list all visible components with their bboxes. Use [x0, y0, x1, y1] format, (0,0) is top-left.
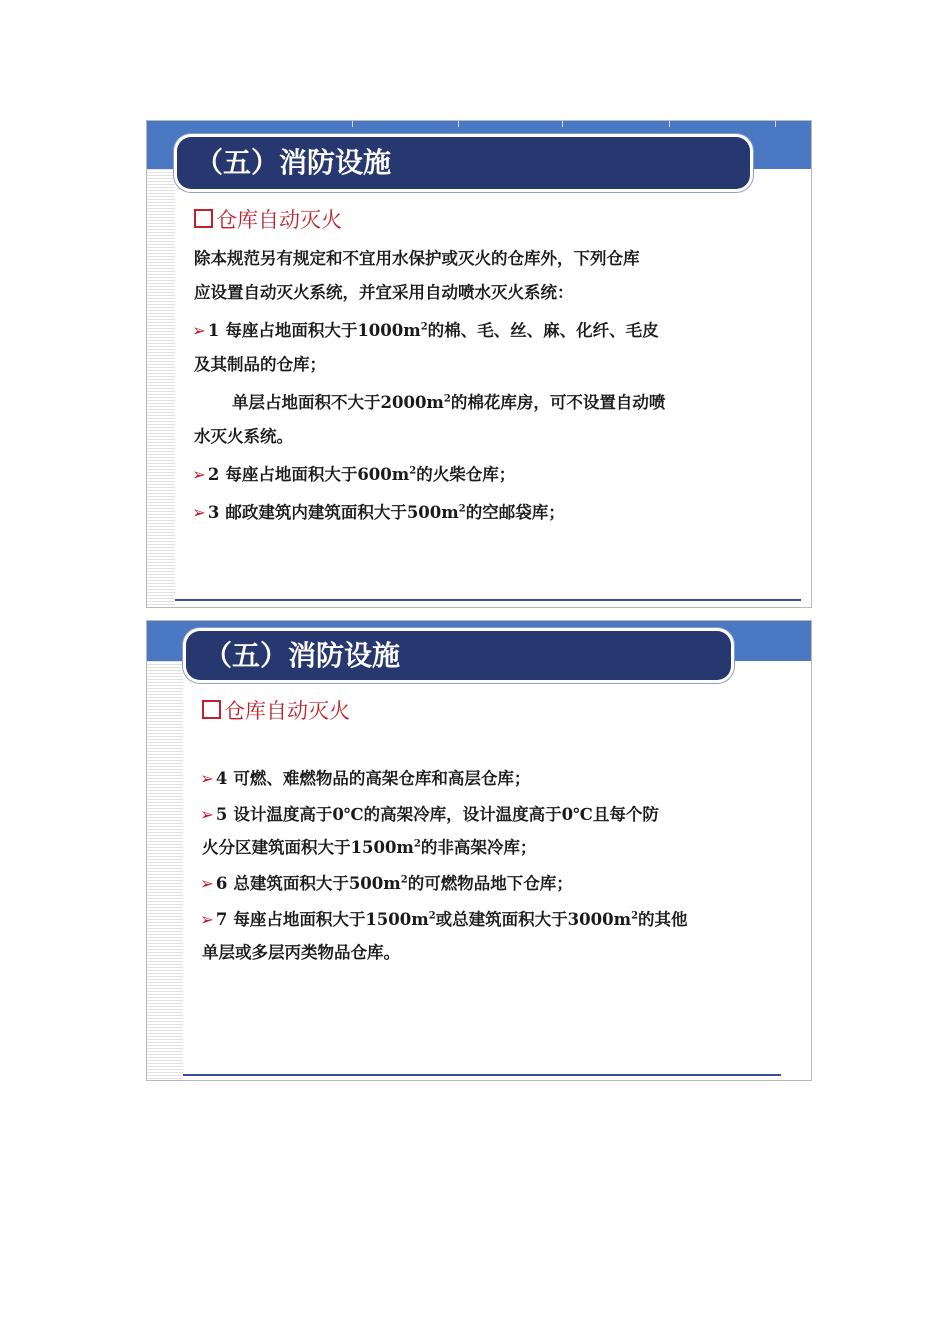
slide-title: （五）消防设施 [186, 631, 731, 680]
arrow-bullet-icon: ➢ [192, 465, 206, 484]
arrow-bullet-icon: ➢ [200, 910, 214, 929]
section-heading [194, 204, 342, 234]
list-item [200, 906, 688, 930]
band-divider [775, 121, 776, 127]
note-continuation: 水灭火系统。 [194, 427, 293, 446]
band-divider [458, 121, 459, 127]
square-outline-icon [194, 209, 213, 228]
section-heading [202, 695, 350, 725]
item-text: 每座占地面积大于$1000m^2$的棉、毛、丝、麻、化纤、毛皮 [225, 321, 659, 340]
list-item [192, 461, 515, 485]
footer-rule [175, 599, 801, 601]
band-divider [352, 121, 353, 127]
arrow-bullet-icon: ➢ [200, 805, 214, 824]
arrow-bullet-icon: ➢ [200, 874, 214, 893]
left-stripe-decoration [147, 661, 183, 1080]
band-divider [669, 121, 670, 127]
intro-line: 应设置自动灭火系统，并宜采用自动喷水灭火系统： [194, 283, 574, 302]
item-continuation: 火分区建筑面积大于$1500m^2$的非高架冷库； [202, 838, 537, 857]
item-text: 可燃、难燃物品的高架仓库和高层仓库； [233, 769, 531, 788]
slide-2 [146, 620, 812, 1081]
item-text: 设计温度高于0℃的高架冷库，设计温度高于0℃且每个防 [233, 805, 659, 824]
arrow-bullet-icon: ➢ [192, 503, 206, 522]
note-line: 单层占地面积不大于$2000m^2$的棉花库房，可不设置自动喷 [232, 393, 666, 412]
slide-title: （五）消防设施 [177, 137, 750, 189]
item-number: 7 [215, 910, 228, 929]
list-item [200, 870, 573, 894]
left-stripe-decoration [147, 169, 175, 607]
slide-1 [146, 120, 812, 608]
list-item [192, 317, 659, 341]
arrow-bullet-icon: ➢ [200, 769, 214, 788]
section-heading-text: 仓库自动灭火 [224, 699, 350, 723]
item-text: 总建筑面积大于$500m^2$的可燃物品地下仓库； [233, 874, 573, 893]
band-divider [562, 121, 563, 127]
item-text: 每座占地面积大于$600m^2$的火柴仓库； [225, 465, 516, 484]
list-item [200, 801, 659, 825]
list-item [192, 499, 565, 523]
item-continuation: 及其制品的仓库； [194, 355, 326, 374]
section-heading-text: 仓库自动灭火 [216, 208, 342, 232]
square-outline-icon [202, 700, 221, 719]
item-continuation: 单层或多层丙类物品仓库。 [202, 943, 400, 962]
item-text: 邮政建筑内建筑面积大于$500m^2$的空邮袋库； [225, 503, 565, 522]
item-number: 5 [215, 805, 228, 824]
arrow-bullet-icon: ➢ [192, 321, 206, 340]
list-item [200, 765, 530, 789]
item-number: 4 [215, 769, 228, 788]
item-number: 1 [207, 321, 220, 340]
item-text: 每座占地面积大于$1500m^2$或总建筑面积大于$3000m^2$的其他 [233, 910, 688, 929]
item-number: 6 [215, 874, 228, 893]
intro-line: 除本规范另有规定和不宜用水保护或灭火的仓库外，下列仓库 [194, 249, 640, 268]
footer-rule [183, 1074, 781, 1076]
item-number: 3 [207, 503, 220, 522]
item-number: 2 [207, 465, 220, 484]
